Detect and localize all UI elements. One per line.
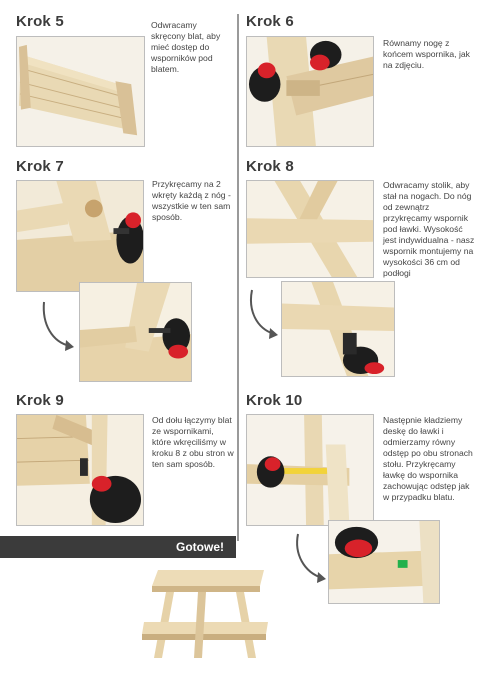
step-7-text: Przykręcamy na 2 wkręty każdą z nóg - wszystkie w ten sam sposób. <box>152 179 231 222</box>
done-label: Gotowe! <box>176 540 224 554</box>
step-6-text: Równamy nogę z końcem wspornika, jak na zdjęciu. <box>383 38 470 70</box>
step-10-arrow <box>292 532 328 584</box>
step-7-title: Krok 7 <box>16 158 64 175</box>
finished-table-image <box>140 558 272 676</box>
step-10-photo-1 <box>246 414 374 526</box>
step-9-title: Krok 9 <box>16 392 64 409</box>
step-8-arrow <box>246 288 280 340</box>
step-7-photo-2 <box>79 282 192 382</box>
step-5-title: Krok 5 <box>16 13 64 30</box>
step-7-photo-1 <box>16 180 144 292</box>
step-10-photo-2 <box>328 520 440 604</box>
done-bar <box>0 536 236 558</box>
step-6-title: Krok 6 <box>246 13 294 30</box>
step-5-text: Odwracamy skręcony blat, aby mieć dostęp do wsporników pod blatem. <box>151 20 221 74</box>
step-8-text: Odwracamy stolik, aby stał na nogach. Do nóg od zewnątrz przykręcamy wspornik pod ławki. Wysokość jest indywidualna - nasz wspornik montujemy na wysokości 36 cm od podłogi <box>383 180 475 278</box>
column-divider <box>237 14 239 541</box>
step-8-photo-2 <box>281 281 395 377</box>
step-8-photo-1 <box>246 180 374 278</box>
step-9-text: Od dołu łączymy blat ze wspornikami, które wkręciliśmy w kroku 8 z obu stron w ten sam sposób. <box>152 415 234 469</box>
step-6-photo <box>246 36 374 147</box>
step-9-photo <box>16 414 144 526</box>
step-7-arrow <box>40 300 76 352</box>
step-8-title: Krok 8 <box>246 158 294 175</box>
step-10-title: Krok 10 <box>246 392 303 409</box>
step-5-photo <box>16 36 145 147</box>
step-10-text: Następnie kładziemy deskę do ławki i odmierzamy równy odstęp po obu stronach stołu. Przykręcamy ławkę do wspornika zachowując odstęp jak w przypadku blatu. <box>383 415 473 502</box>
